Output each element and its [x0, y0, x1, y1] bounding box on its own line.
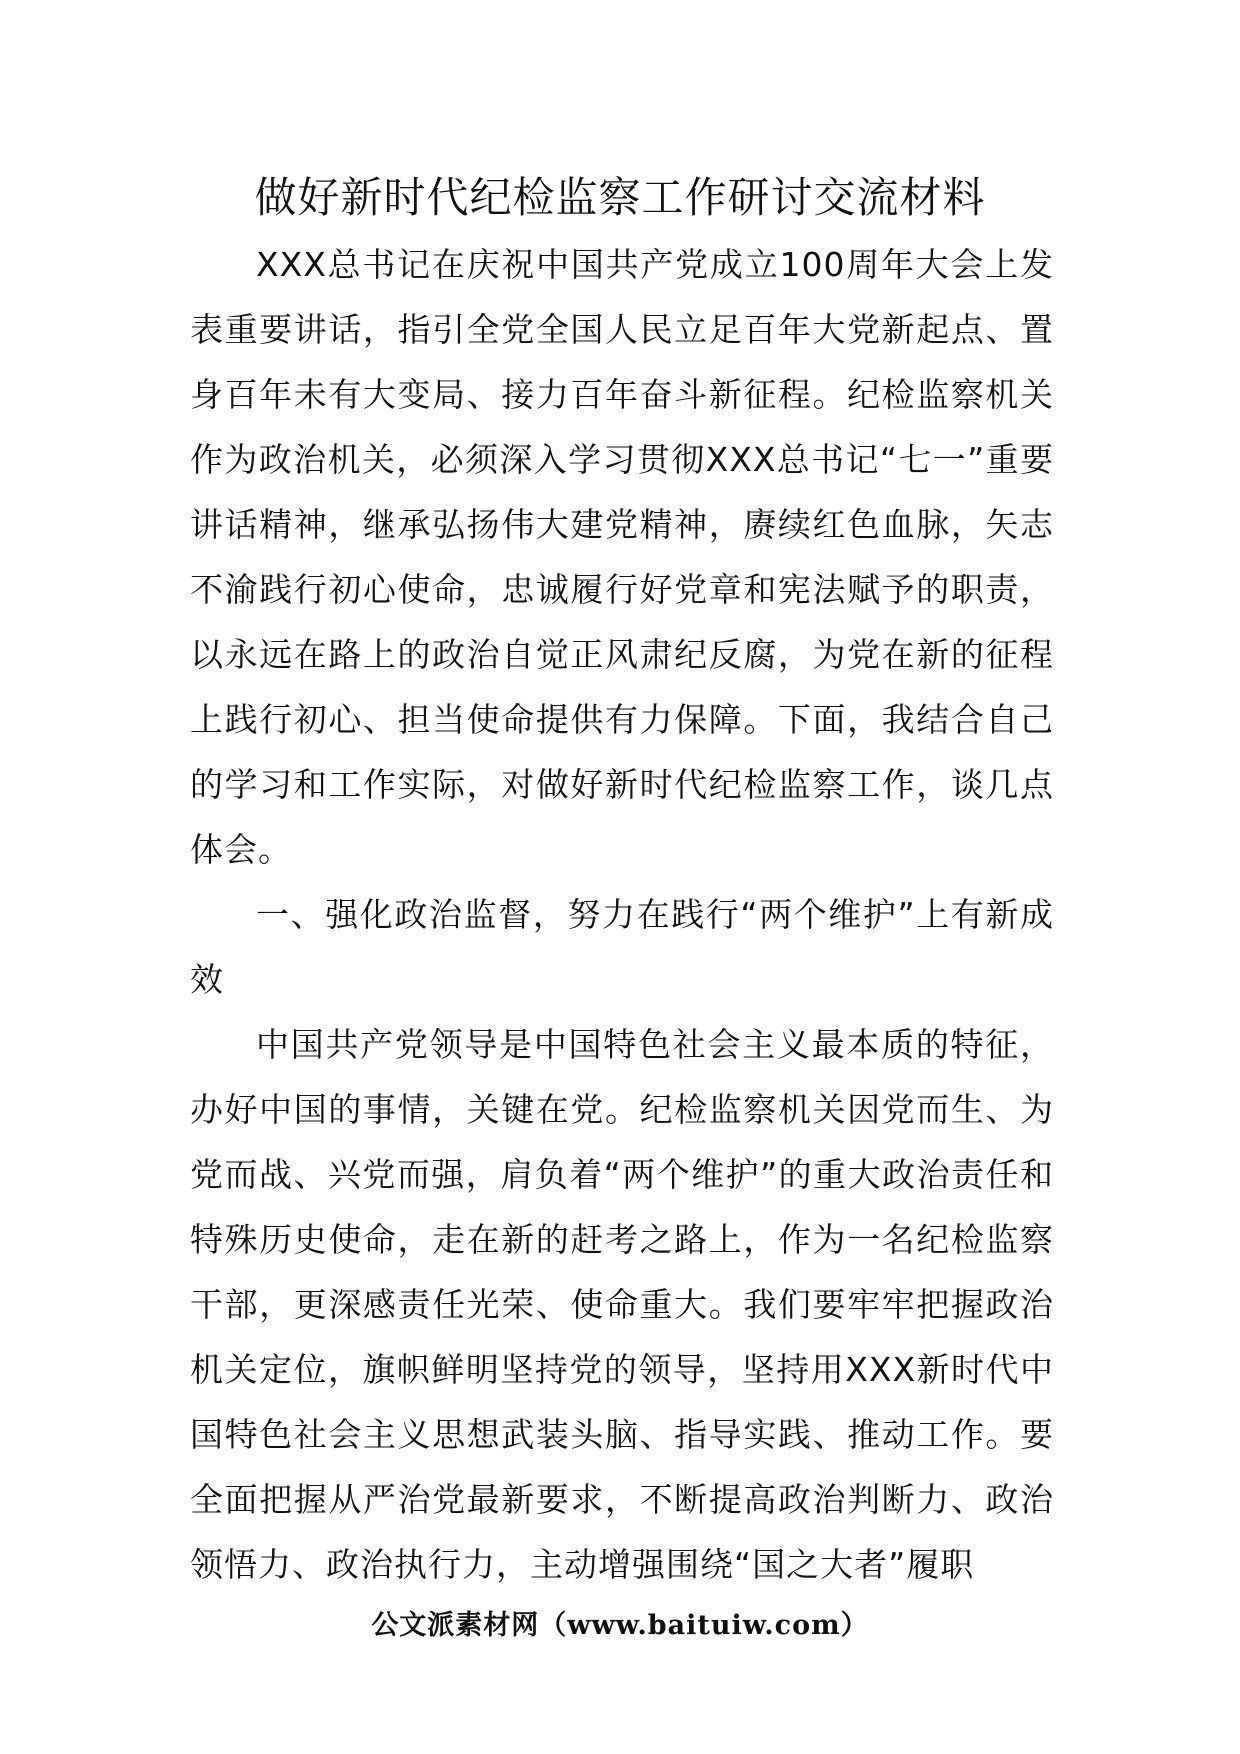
- footer-source: 公文派素材网（www.baituiw.com）: [371, 1610, 869, 1641]
- section-heading-1: 一、强化政治监督，努力在践行“两个维护”上有新成效: [190, 895, 1054, 999]
- document-title: 做好新时代纪检监察工作研讨交流材料: [254, 173, 986, 222]
- intro-paragraph: XXX总书记在庆祝中国共产党成立100周年大会上发表重要讲话，指引全党全国人民立足百年大党新起点、置身百年未有大变局、接力百年奋斗新征程。纪检监察机关作为政治机关，必须深入学习贯彻XXX总书记“七一”重要讲话精神，继承弘扬伟大建党精神，赓续红色血脉，矢志不渝践行初心使命，忠诚履行好党章和宪法赋予的职责，以永远在路上的政治自觉正风肃纪反腐，为党在新的征程上践行初心、担当使命提供有力保障。下面，我结合自己的学习和工作实际，对做好新时代纪检监察工作，谈几点体会。: [190, 245, 1054, 869]
- section-1-paragraph: 中国共产党领导是中国特色社会主义最本质的特征，办好中国的事情，关键在党。纪检监察机关因党而生、为党而战、兴党而强，肩负着“两个维护”的重大政治责任和特殊历史使命，走在新的赶考之路上，作为一名纪检监察干部，更深感责任光荣、使命重大。我们要牢牢把握政治机关定位，旗帜鲜明坚持党的领导，坚持用XXX新时代中国特色社会主义思想武装头脑、指导实践、推动工作。要全面把握从严治党最新要求，不断提高政治判断力、政治领悟力、政治执行力，主动增强围绕“国之大者”履职: [190, 1025, 1054, 1584]
- document-body: [190, 232, 1054, 1597]
